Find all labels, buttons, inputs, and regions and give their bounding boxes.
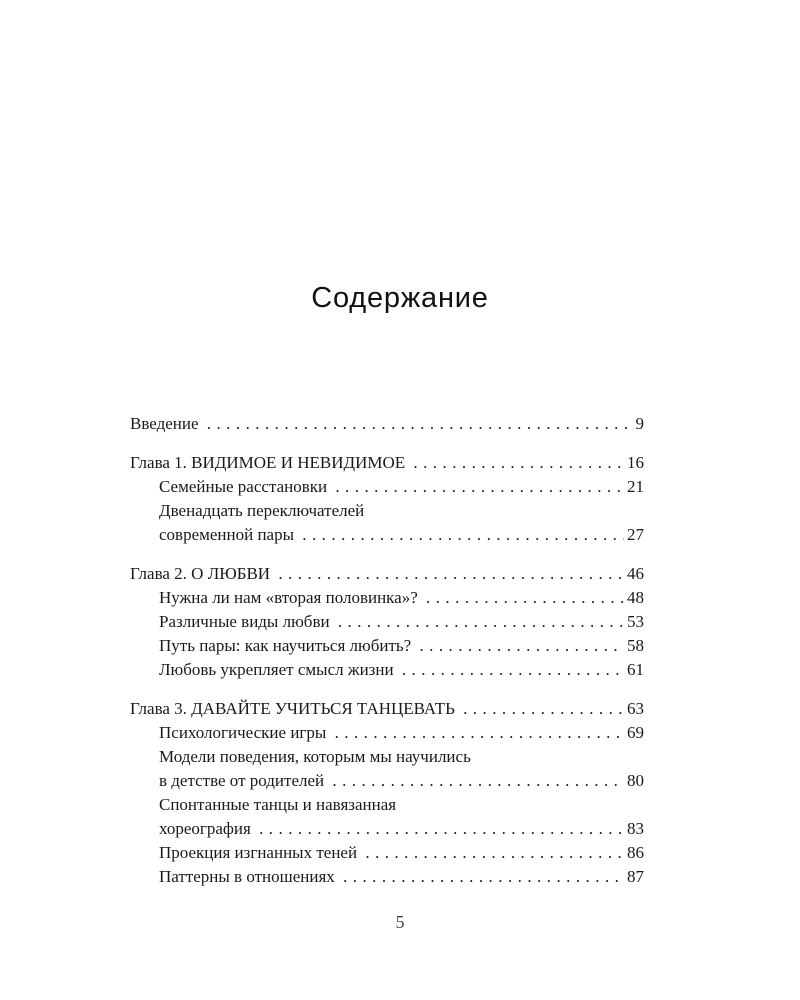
toc-entry-label: в детстве от родителей	[159, 771, 328, 790]
toc-chapter-2	[130, 562, 644, 682]
toc-entry-page: 58	[624, 634, 644, 658]
toc-entry-label: Психологические игры	[159, 723, 330, 742]
toc-entry-label-line1: Спонтанные танцы и навязанная	[159, 795, 397, 814]
toc-entry-page: 9	[633, 412, 645, 436]
toc-entry-label: Семейные расстановки	[159, 477, 331, 496]
toc-entry-label: современной пары	[159, 525, 298, 544]
toc-entry-page: 86	[624, 841, 644, 865]
toc-chapter-heading	[130, 697, 644, 721]
toc-entry	[130, 586, 644, 610]
toc-entry-page: 80	[624, 769, 644, 793]
toc-entry-page: 27	[624, 523, 644, 547]
toc-entry-label: Глава 3. ДАВАЙТЕ УЧИТЬСЯ ТАНЦЕВАТЬ	[130, 699, 459, 718]
toc-entry-page: 83	[624, 817, 644, 841]
toc-entry-label-line1: Модели поведения, которым мы научились	[159, 747, 471, 766]
toc-entry-label-line1: Двенадцать переключателей	[159, 501, 365, 520]
toc-entry-page: 48	[624, 586, 644, 610]
toc-entry-label: Нужна ли нам «вторая половинка»?	[159, 588, 422, 607]
toc-entry-label: Введение	[130, 414, 203, 433]
toc-entry-label: Глава 1. ВИДИМОЕ И НЕВИДИМОЕ	[130, 453, 409, 472]
page-title: Содержание	[311, 282, 489, 314]
toc-entry-page: 63	[624, 697, 644, 721]
toc-entry	[130, 658, 644, 682]
toc-entry-label: Любовь укрепляет смысл жизни	[159, 660, 398, 679]
toc-entry	[130, 634, 644, 658]
toc-entry	[130, 841, 644, 865]
toc-entry	[130, 865, 644, 889]
toc-entry-page: 69	[624, 721, 644, 745]
toc-entry-page: 87	[624, 865, 644, 889]
toc-entry-page: 61	[624, 658, 644, 682]
table-of-contents	[130, 412, 644, 904]
toc-entry-label: Проекция изгнанных теней	[159, 843, 361, 862]
toc-entry-label: Путь пары: как научиться любить?	[159, 636, 415, 655]
toc-entry-page: 46	[624, 562, 644, 586]
toc-entry-label: хореография	[159, 819, 255, 838]
page-number: 5	[395, 912, 405, 932]
toc-intro-group	[130, 412, 644, 436]
toc-chapter-3	[130, 697, 644, 889]
toc-entry-page: 16	[624, 451, 644, 475]
toc-entry	[130, 523, 644, 547]
toc-entry-label: Паттерны в отношениях	[159, 867, 339, 886]
toc-chapter-1	[130, 451, 644, 547]
toc-entry-page: 21	[624, 475, 644, 499]
toc-entry-intro	[130, 412, 644, 436]
toc-entry-label: Глава 2. О ЛЮБВИ	[130, 564, 274, 583]
toc-entry	[130, 769, 644, 793]
toc-chapter-heading	[130, 562, 644, 586]
toc-entry-label: Различные виды любви	[159, 612, 334, 631]
toc-entry	[130, 610, 644, 634]
toc-chapter-heading	[130, 451, 644, 475]
toc-entry-page: 53	[624, 610, 644, 634]
toc-entry	[130, 721, 644, 745]
toc-entry	[130, 475, 644, 499]
toc-entry	[130, 817, 644, 841]
